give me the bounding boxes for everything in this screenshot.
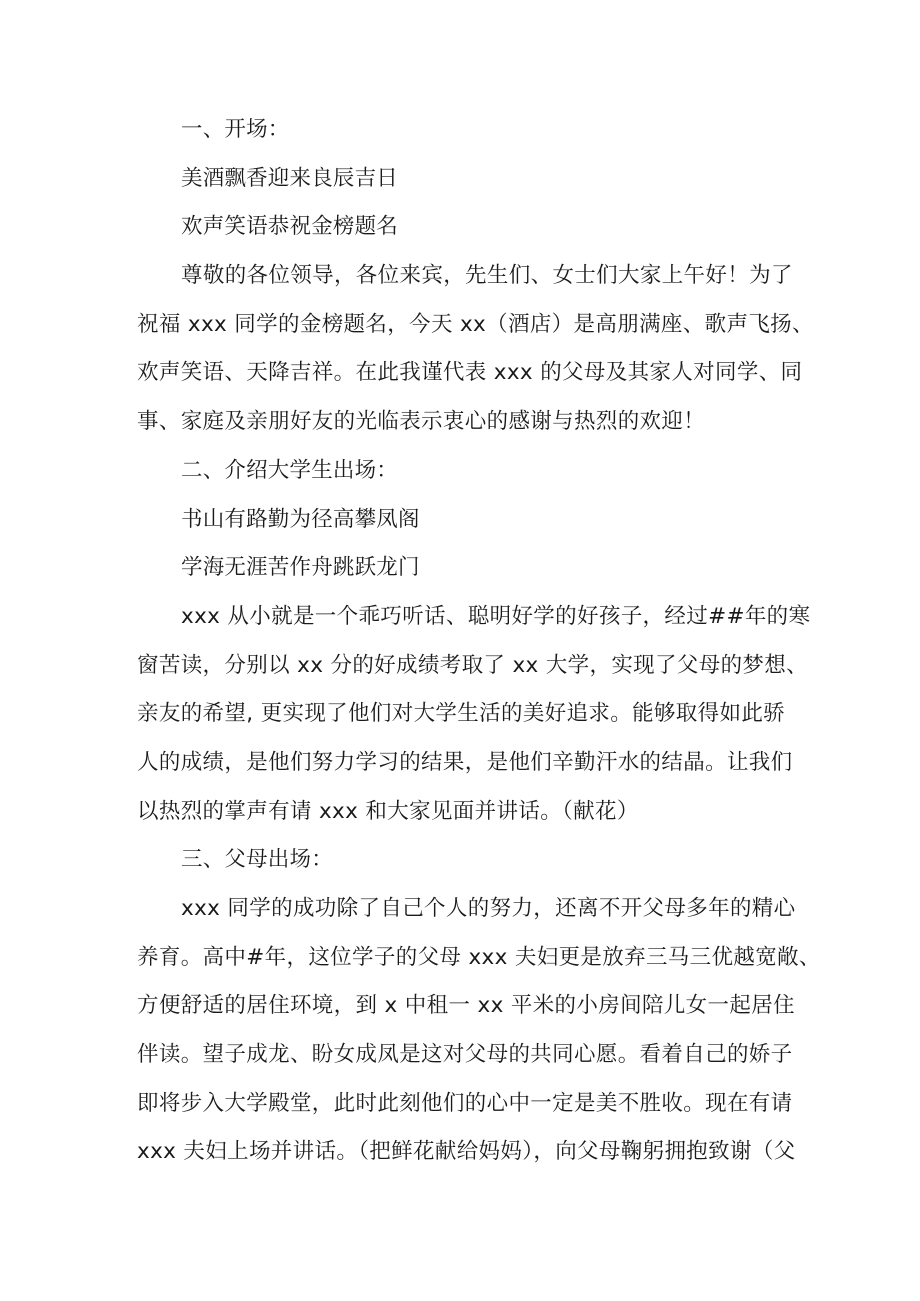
couplet-line: 欢声笑语恭祝金榜题名 [181, 214, 399, 240]
paragraph-line: 亲友的希望, 更实现了他们对大学生活的美好追求。能够取得如此骄 [137, 701, 786, 727]
section-heading-student: 二、介绍大学生出场： [181, 457, 399, 483]
paragraph-line: 即将步入大学殿堂，此时此刻他们的心中一定是美不胜收。现在有请 [137, 1090, 793, 1116]
paragraph-line: 伴读。望子成龙、盼女成凤是这对父母的共同心愿。看着自己的娇子 [137, 1042, 793, 1068]
couplet-line: 书山有路勤为径高攀凤阁 [181, 506, 420, 532]
couplet-line: 美酒飘香迎来良辰吉日 [181, 165, 399, 191]
paragraph-line: 窗苦读，分别以 xx 分的好成绩考取了 xx 大学，实现了父母的梦想、 [137, 652, 808, 678]
paragraph-line: 以热烈的掌声有请 xxx 和大家见面并讲话。（献花） [137, 798, 639, 824]
section-heading-parents: 三、父母出场： [181, 847, 333, 873]
paragraph-line: 养育。高中#年，这位学子的父母 xxx 夫妇更是放弃三马三优越宽敞、 [137, 944, 821, 970]
paragraph-line: 人的成绩，是他们努力学习的结果，是他们辛勤汗水的结晶。让我们 [137, 749, 793, 775]
paragraph-line: 尊敬的各位领导，各位来宾，先生们、女士们大家上午好！为了 [181, 263, 793, 289]
paragraph-line: 祝福 xxx 同学的金榜题名，今天 xx（酒店）是高朋满座、歌声飞扬、 [137, 311, 814, 337]
paragraph-line: xxx 夫妇上场并讲话。（把鲜花献给妈妈），向父母鞠躬拥抱致谢（父 [137, 1139, 796, 1165]
document-body [137, 106, 821, 1177]
section-heading-opening: 一、开场： [181, 117, 290, 142]
couplet-line: 学海无涯苦作舟跳跃龙门 [181, 555, 420, 581]
paragraph-line: 欢声笑语、天降吉祥。在此我谨代表 xxx 的父母及其家人对同学、同 [137, 360, 803, 386]
paragraph-line: xxx 同学的成功除了自己个人的努力，还离不开父母多年的精心 [181, 896, 796, 921]
paragraph-line: xxx 从小就是一个乖巧听话、聪明好学的好孩子，经过##年的寒 [181, 603, 811, 629]
paragraph-line: 事、家庭及亲朋好友的光临表示衷心的感谢与热烈的欢迎！ [137, 409, 706, 435]
paragraph-line: 方便舒适的居住环境，到 x 中租一 xx 平米的小房间陪儿女一起居住 [137, 993, 795, 1019]
